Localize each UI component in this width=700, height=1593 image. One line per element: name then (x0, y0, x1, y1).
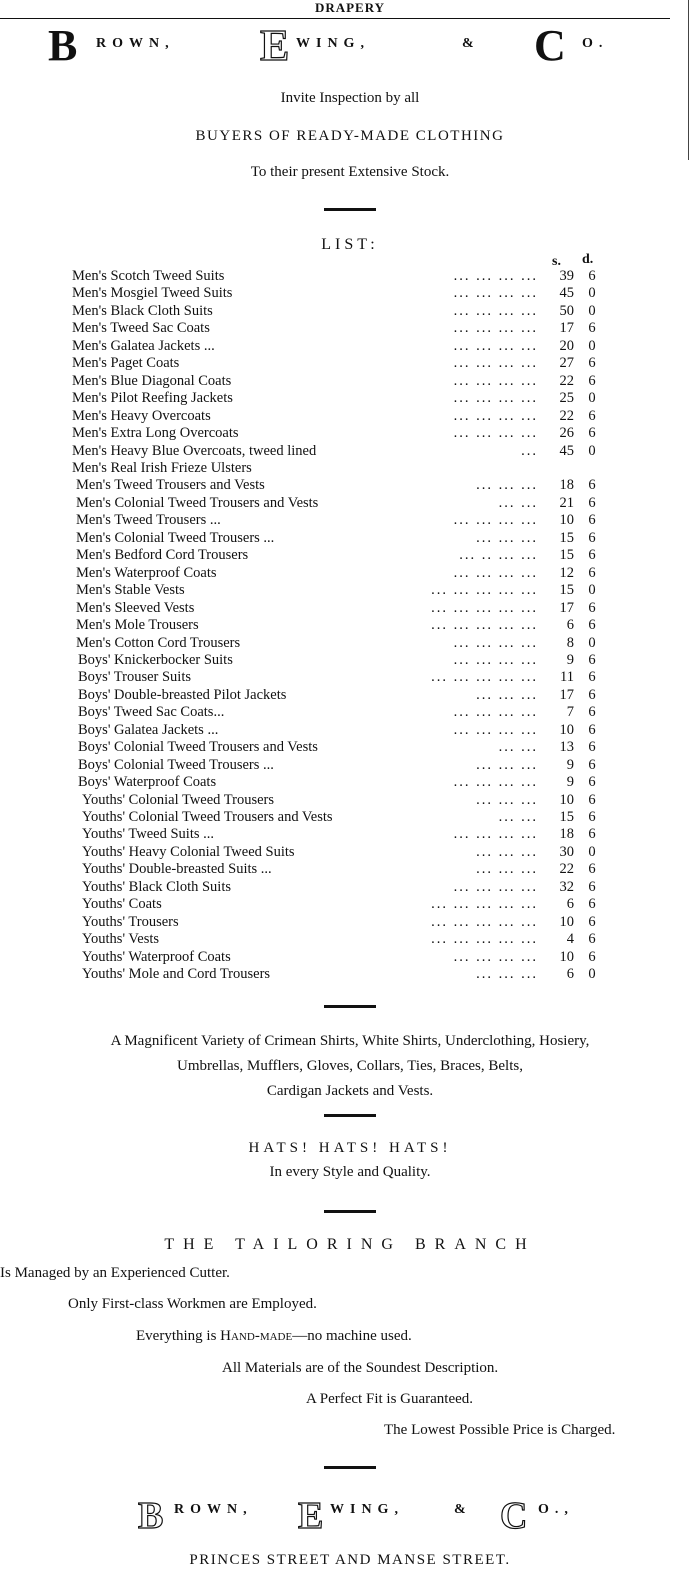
divider-4 (324, 1210, 376, 1213)
firm-initial-e: E (260, 21, 290, 70)
variety-line-2: Umbrellas, Mufflers, Gloves, Collars, Ties, Braces, Belts, (177, 1058, 523, 1074)
list-item (0, 285, 700, 302)
item-name: Youths' Trousers (82, 913, 179, 930)
leader-dots: ... ... ... ... ... (431, 913, 538, 930)
tailoring-line-6: The Lowest Possible Price is Charged. (384, 1422, 616, 1438)
leader-dots: ... ... ... (476, 966, 538, 982)
price-shillings: 9 (566, 756, 574, 773)
item-name: Youths' Colonial Tweed Trousers (82, 791, 275, 808)
list-item (0, 722, 700, 739)
item-name: Men's Heavy Overcoats (72, 407, 211, 424)
price-shillings: 13 (559, 739, 574, 756)
list-item (0, 949, 700, 966)
leader-dots: ... .. ... ... (459, 547, 538, 564)
price-shillings: 18 (559, 826, 574, 843)
item-name: Men's Bedford Cord Trousers (76, 547, 249, 564)
price-shillings: 6 (566, 966, 574, 982)
price-shillings: 39 (559, 268, 574, 284)
address: PRINCES STREET AND MANSE STREET. (189, 1552, 511, 1568)
list-item (0, 512, 700, 529)
price-pence: 6 (588, 268, 596, 284)
price-shillings: 15 (559, 529, 574, 546)
firm-name-bottom (138, 1494, 598, 1538)
price-shillings: 9 (566, 774, 574, 790)
item-name: Youths' Colonial Tweed Trousers and Vests (82, 808, 333, 825)
price-pence: 0 (588, 582, 596, 599)
tailoring-line-3-emphasis: Hand-made (220, 1328, 293, 1344)
item-name: Youths' Coats (82, 896, 162, 913)
leader-dots: ... ... (498, 739, 538, 756)
list-item (0, 704, 700, 721)
price-shillings: 10 (559, 791, 574, 808)
list-item (0, 826, 700, 843)
price-pence: 6 (588, 808, 596, 825)
list-item (0, 477, 700, 494)
list-item (0, 617, 700, 634)
list-item (0, 757, 700, 774)
tailoring-line-3-end: —no machine used. (292, 1328, 412, 1344)
leader-dots: ... ... ... ... (453, 564, 538, 581)
list-item (0, 495, 700, 512)
price-shillings: 10 (559, 721, 574, 738)
list-title: LIST: (321, 236, 379, 253)
price-pence: 0 (588, 285, 596, 302)
leader-dots: ... ... ... ... (453, 878, 538, 895)
price-pence: 0 (588, 966, 596, 982)
item-name: Youths' Double-breasted Suits ... (82, 861, 272, 878)
list-item (0, 268, 700, 285)
list-item (0, 355, 700, 372)
price-shillings: 18 (559, 477, 574, 494)
intro-line-2: BUYERS OF READY-MADE CLOTHING (195, 128, 505, 144)
price-shillings: 20 (559, 337, 574, 354)
item-name: Men's Real Irish Frieze Ulsters (72, 459, 252, 476)
tailoring-title: THE TAILORING BRANCH (164, 1236, 536, 1253)
firm-initial-c: C (534, 21, 566, 70)
leader-dots: ... (521, 442, 538, 459)
price-pence: 6 (588, 686, 596, 703)
price-shillings: 26 (559, 425, 574, 441)
leader-dots: ... ... ... ... (453, 355, 538, 372)
leader-dots: ... ... ... ... ... (431, 931, 538, 948)
item-name: Men's Blue Diagonal Coats (72, 372, 232, 389)
price-pence: 6 (588, 704, 596, 721)
price-shillings: 32 (559, 878, 574, 895)
list-item (0, 861, 700, 878)
list-item (0, 338, 700, 355)
list-item (0, 669, 700, 686)
price-shillings: 10 (559, 512, 574, 529)
item-name: Boys' Colonial Tweed Trousers ... (78, 756, 274, 773)
item-name: Boys' Trouser Suits (78, 669, 192, 686)
tailoring-line-3 (136, 1328, 412, 1345)
leader-dots: ... ... ... ... (453, 337, 538, 354)
firm-bottom-initial-c: C (500, 1495, 528, 1537)
leader-dots: ... ... ... (476, 791, 538, 808)
price-shillings: 45 (559, 442, 574, 459)
leader-dots: ... ... ... ... (453, 721, 538, 738)
list-item (0, 443, 700, 460)
price-pence: 6 (588, 564, 596, 581)
price-shillings: 17 (559, 686, 574, 703)
price-shillings: 25 (559, 390, 574, 407)
price-pence: 6 (588, 669, 596, 686)
price-pence: 6 (588, 651, 596, 668)
price-shillings: 30 (559, 843, 574, 860)
item-name: Men's Scotch Tweed Suits (72, 268, 225, 284)
item-name: Men's Sleeved Vests (76, 599, 195, 616)
leader-dots: ... ... ... ... (453, 826, 538, 843)
firm-bottom-initial-e: E (298, 1495, 324, 1537)
list-item (0, 390, 700, 407)
firm-bottom-word-brown: ROWN, (174, 1502, 253, 1517)
leader-dots: ... ... ... ... (453, 390, 538, 407)
item-name: Youths' Mole and Cord Trousers (82, 966, 271, 982)
leader-dots: ... ... ... (476, 477, 538, 494)
firm-word-ewing: WING, (296, 36, 370, 51)
price-pence: 6 (588, 826, 596, 843)
price-shillings: 45 (559, 285, 574, 302)
list-item (0, 914, 700, 931)
list-item (0, 792, 700, 809)
price-shillings: 17 (559, 599, 574, 616)
price-pence: 6 (588, 931, 596, 948)
item-name: Men's Mosgiel Tweed Suits (72, 285, 233, 302)
tailoring-line-4: All Materials are of the Soundest Description. (222, 1360, 499, 1376)
item-name: Youths' Waterproof Coats (82, 948, 231, 965)
leader-dots: ... ... ... ... (453, 512, 538, 529)
tailoring-line-1: Is Managed by an Experienced Cutter. (0, 1265, 230, 1281)
leader-dots: ... ... ... ... (453, 285, 538, 302)
list-item (0, 896, 700, 913)
divider-5 (324, 1466, 376, 1469)
price-shillings: 22 (559, 407, 574, 424)
item-name: Boys' Waterproof Coats (78, 774, 217, 790)
price-shillings: 9 (566, 651, 574, 668)
leader-dots: ... ... ... ... (453, 651, 538, 668)
price-pence: 6 (588, 512, 596, 529)
price-pence: 6 (588, 617, 596, 633)
list-item (0, 408, 700, 425)
price-pence: 6 (588, 721, 596, 738)
price-pence: 6 (588, 739, 596, 756)
item-name: Boys' Colonial Tweed Trousers and Vests (78, 739, 318, 756)
price-shillings: 22 (559, 861, 574, 878)
price-pence: 6 (588, 407, 596, 424)
divider-3 (324, 1114, 376, 1117)
item-name: Men's Extra Long Overcoats (72, 425, 239, 441)
price-pence: 6 (588, 425, 596, 441)
leader-dots: ... ... ... ... (453, 774, 538, 790)
price-shillings: 17 (559, 320, 574, 337)
price-pence: 6 (588, 878, 596, 895)
leader-dots: ... ... ... ... (453, 320, 538, 337)
list-item (0, 425, 700, 442)
price-pence: 6 (588, 599, 596, 616)
variety-line-1: A Magnificent Variety of Crimean Shirts, White Shirts, Underclothing, Hosiery, (110, 1033, 590, 1049)
item-name: Men's Stable Vests (76, 582, 185, 599)
intro-line-1: Invite Inspection by all (280, 90, 420, 106)
intro-line-3: To their present Extensive Stock. (250, 164, 450, 180)
price-pence: 6 (588, 948, 596, 965)
item-name: Men's Black Cloth Suits (72, 302, 213, 319)
price-pence: 6 (588, 372, 596, 389)
tailoring-line-5: A Perfect Fit is Guaranteed. (306, 1391, 474, 1407)
list-item (0, 600, 700, 617)
item-name: Boys' Knickerbocker Suits (78, 651, 233, 668)
item-name: Men's Mole Trousers (76, 617, 199, 633)
price-shillings: 11 (560, 669, 574, 686)
price-shillings: 12 (559, 564, 574, 581)
list-item (0, 739, 700, 756)
leader-dots: ... ... ... ... (453, 425, 538, 441)
price-pence: 0 (588, 302, 596, 319)
leader-dots: ... ... ... ... ... (431, 669, 538, 686)
price-shillings: 7 (566, 704, 574, 721)
hats-line-2: In every Style and Quality. (269, 1164, 431, 1180)
price-pence: 6 (588, 477, 596, 494)
price-shillings: 4 (566, 931, 574, 948)
item-name: Men's Waterproof Coats (76, 564, 217, 581)
tailoring-line-2: Only First-class Workmen are Employed. (68, 1296, 317, 1312)
firm-bottom-ampersand: & (454, 1502, 472, 1517)
section-header: DRAPERY (314, 0, 386, 15)
item-name: Men's Tweed Sac Coats (72, 320, 210, 337)
item-name: Youths' Black Cloth Suits (82, 878, 231, 895)
item-name: Men's Tweed Trousers ... (76, 512, 221, 529)
leader-dots: ... ... ... ... (453, 407, 538, 424)
price-pence: 6 (588, 494, 596, 511)
leader-dots: ... ... ... (476, 843, 538, 860)
leader-dots: ... ... ... ... (453, 704, 538, 721)
item-name: Men's Tweed Trousers and Vests (76, 477, 265, 494)
price-pence: 6 (588, 774, 596, 790)
leader-dots: ... ... ... ... ... (431, 896, 538, 913)
price-pence: 0 (588, 337, 596, 354)
price-pence: 6 (588, 791, 596, 808)
leader-dots: ... ... ... (476, 529, 538, 546)
divider-1 (324, 208, 376, 211)
item-name: Boys' Galatea Jackets ... (78, 721, 219, 738)
leader-dots: ... ... ... ... (453, 268, 538, 284)
shillings-header: s. (552, 254, 561, 269)
price-shillings: 15 (559, 582, 574, 599)
leader-dots: ... ... ... ... (453, 948, 538, 965)
firm-bottom-word-ewing: WING, (330, 1502, 404, 1517)
item-name: Men's Pilot Reefing Jackets (72, 390, 233, 407)
item-name: Youths' Vests (82, 931, 160, 948)
divider-2 (324, 1005, 376, 1008)
firm-word-co: O. (582, 36, 609, 51)
firm-word-brown: ROWN, (96, 36, 175, 51)
price-pence: 0 (588, 390, 596, 407)
price-shillings: 10 (559, 948, 574, 965)
leader-dots: ... ... ... ... ... (431, 599, 538, 616)
list-item (0, 687, 700, 704)
list-item (0, 303, 700, 320)
item-name: Men's Colonial Tweed Trousers and Vests (76, 494, 319, 511)
price-shillings: 6 (566, 896, 574, 913)
list-item (0, 530, 700, 547)
price-pence: 6 (588, 896, 596, 913)
leader-dots: ... ... ... ... ... (431, 582, 538, 599)
price-pence: 6 (588, 913, 596, 930)
price-shillings: 8 (566, 634, 574, 651)
price-pence: 0 (588, 442, 596, 459)
price-shillings: 6 (566, 617, 574, 633)
leader-dots: ... ... ... ... (453, 372, 538, 389)
price-pence: 6 (588, 355, 596, 372)
leader-dots: ... ... ... (476, 686, 538, 703)
hats-line-1: HATS! HATS! HATS! (248, 1140, 452, 1156)
price-pence: 6 (588, 529, 596, 546)
leader-dots: ... ... ... ... (453, 634, 538, 651)
price-shillings: 27 (559, 355, 574, 372)
item-name: Boys' Tweed Sac Coats... (78, 704, 225, 721)
price-shillings: 15 (559, 808, 574, 825)
leader-dots: ... ... ... (476, 861, 538, 878)
firm-name-top (48, 21, 668, 76)
list-item (0, 774, 700, 791)
firm-bottom-word-co: O., (538, 1502, 574, 1517)
list-item (0, 652, 700, 669)
list-item (0, 373, 700, 390)
firm-ampersand: & (462, 36, 480, 51)
leader-dots: ... ... (498, 808, 538, 825)
price-pence: 0 (588, 634, 596, 651)
price-pence: 0 (588, 843, 596, 860)
price-shillings: 22 (559, 372, 574, 389)
price-shillings: 10 (559, 913, 574, 930)
list-item (0, 565, 700, 582)
top-rule (0, 18, 670, 19)
leader-dots: ... ... ... ... (453, 302, 538, 319)
item-name: Men's Cotton Cord Trousers (76, 634, 241, 651)
item-name: Youths' Heavy Colonial Tweed Suits (82, 843, 295, 860)
item-name: Youths' Tweed Suits ... (82, 826, 214, 843)
leader-dots: ... ... ... (476, 756, 538, 773)
item-name: Boys' Double-breasted Pilot Jackets (78, 686, 287, 703)
price-pence: 6 (588, 320, 596, 337)
leader-dots: ... ... ... ... ... (431, 617, 538, 633)
list-item (0, 635, 700, 652)
variety-line-3: Cardigan Jackets and Vests. (266, 1083, 434, 1099)
item-name: Men's Colonial Tweed Trousers ... (76, 529, 275, 546)
firm-initial-b: B (48, 21, 78, 70)
price-pence: 6 (588, 861, 596, 878)
item-name: Men's Heavy Blue Overcoats, tweed lined (72, 442, 317, 459)
list-item (0, 879, 700, 896)
list-item (0, 966, 700, 983)
list-item (0, 547, 700, 564)
price-shillings: 15 (559, 547, 574, 564)
list-item (0, 809, 700, 826)
list-item (0, 320, 700, 337)
price-pence: 6 (588, 756, 596, 773)
price-shillings: 21 (559, 494, 574, 511)
list-item (0, 582, 700, 599)
price-shillings: 50 (559, 302, 574, 319)
firm-bottom-initial-b: B (138, 1495, 164, 1537)
item-name: Men's Galatea Jackets ... (72, 337, 215, 354)
item-name: Men's Paget Coats (72, 355, 180, 372)
pence-header: d. (582, 252, 594, 267)
list-item (0, 844, 700, 861)
list-item (0, 931, 700, 948)
leader-dots: ... ... (498, 494, 538, 511)
list-item (0, 460, 700, 477)
tailoring-line-3-start: Everything is (136, 1328, 221, 1344)
price-pence: 6 (588, 547, 596, 564)
